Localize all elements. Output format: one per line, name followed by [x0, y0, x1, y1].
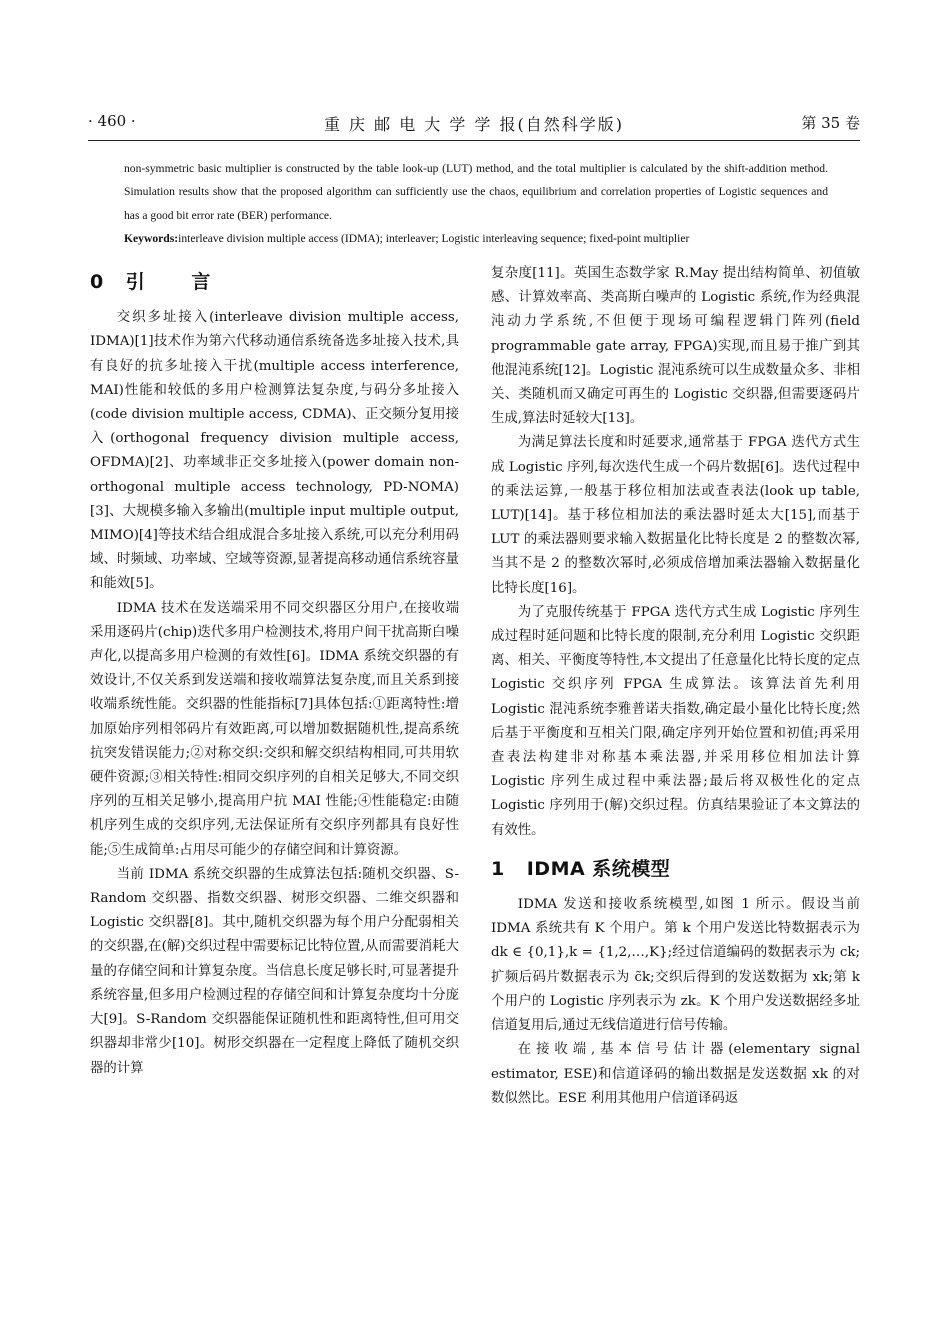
model-paragraph-2: 在接收端,基本信号估计器(elementary signal estimator, ESE)和信道译码的输出数据是发送数据 xk 的对数似然比。ESE 利用其他用户信道译码返 [491, 1042, 860, 1106]
intro-paragraph-3-continued: 复杂度[11]。英国生态数学家 R.May 提出结构简单、初值敏感、计算效率高、类高斯白噪声的 Logistic 系统,作为经典混沌动力学系统,不但便于现场可编程逻辑门阵列(field programmable gate array, FPGA)实现,而且易于推广到其他混沌系统[12]。Logistic 混沌系统可以生成数量众多、非相关、类随机而又确定可再生的 Logistic 交织器,但需要逐码片生成,算法时延较大[13]。 [491, 266, 860, 427]
intro-paragraph-1: 交织多址接入(interleave division multiple access, IDMA)[1]技术作为第六代移动通信系统备选多址接入技术,具有良好的抗多址接入干扰(multiple access interference, MAI)性能和较低的多用户检测算法复杂度,与码分多址接入(code division multiple access, CDMA)、正交频分复用接入(orthogonal frequency division multiple access, OFDMA)[2]、功率域非正交多址接入(power domain non-orthogonal multiple access technology, PD-NOMA)[3]、大规模多输入多输出(multiple input multiple output, MIMO)[4]等技术结合组成混合多址接入系统,可以充分利用码域、时频域、功率域、空域等资源,显著提高移动通信系统容量和能效[5]。 [90, 310, 459, 592]
section-0-heading [90, 270, 459, 294]
volume-label: 第 35 卷 [801, 114, 860, 132]
section-1-number: 1 [491, 857, 505, 880]
intro-paragraph-2: IDMA 技术在发送端采用不同交织器区分用户,在接收端采用逐码片(chip)迭代多用户检测技术,将用户间干扰高斯白噪声化,以提高多用户检测的有效性[6]。IDMA 系统交织器的有效设计,不仅关系到发送端和接收端算法复杂度,而且关系到接收端系统性能。交织器的性能指标[7]具体包括:①距离特性:增加原始序列相邻码片有效距离,可以增加数据随机性,提高系统抗突发错误能力;②对称交织:交织和解交织结构相同,可共用软硬件资源;③相关特性:相同交织序列的自相关足够大,不同交织序列的互相关足够小,提高用户抗 MAI 性能;④性能稳定:由随机序列生成的交织序列,无法保证所有交织序列都具有良好性能;⑤生成简单:占用尽可能少的存储空间和计算资源。 [90, 600, 459, 858]
intro-paragraph-5: 为了克服传统基于 FPGA 迭代方式生成 Logistic 序列生成过程时延问题和比特长度的限制,充分利用 Logistic 交织距离、相关、平衡度等特性,本文提出了任意量化比特长度的定点 Logistic 交织序列 FPGA 生成算法。该算法首先利用 Logistic 混沌系统李雅普诺夫指数,确定最小量化比特长度;然后基于平衡度和互相关门限,确定序列开始位置和初值;再采用查表法构建非对称基本乘法器,并采用移位相加法计算 Logistic 序列生成过程中乘法器;最后将双极性化的定点 Logistic 序列用于(解)交织过程。仿真结果验证了本文算法的有效性。 [491, 604, 860, 838]
keywords-label: Keywords: [124, 232, 179, 246]
left-column [90, 262, 459, 1081]
keywords-text: interleave division multiple access (IDMA); interleaver; Logistic interleaving sequence; fixed-point multiplier [178, 232, 690, 246]
section-1-title: IDMA 系统模型 [526, 857, 671, 880]
page-header [88, 112, 860, 138]
header-rule [88, 140, 860, 141]
keywords-line [124, 227, 828, 250]
right-column [491, 262, 860, 1111]
abstract-text: non-symmetric basic multiplier is constructed by the table look-up (LUT) method, and the total multiplier is calculated by the shift-addition method. Simulation results show that the proposed algorithm can sufficiently use the chaos, equilibrium and correlation properties of Logistic sequences and has a good bit error rate (BER) performance. [124, 162, 828, 222]
model-paragraph-1: IDMA 发送和接收系统模型,如图 1 所示。假设当前 IDMA 系统共有 K 个用户。第 k 个用户发送比特数据表示为 dk ∈ {0,1},k = {1,2,…,K};经过信道编码的数据表示为 ck;扩频后码片数据表示为 c̃k;交织后得到的发送数据为 xk;第 k 个用户的 Logistic 序列表示为 zk。K 个用户发送数据经多址信道复用后,通过无线信道进行信号传输。 [491, 897, 860, 1034]
page-number: · 460 · [88, 112, 136, 130]
intro-paragraph-3: 当前 IDMA 系统交织器的生成算法包括:随机交织器、S-Random 交织器、指数交织器、树形交织器、二维交织器和 Logistic 交织器[8]。其中,随机交织器为每个用户分配弱相关的交织器,在(解)交织过程中需要标记比特位置,从而需要消耗大量的存储空间和计算复杂度。当信息长度足够长时,可显著提升系统容量,但多用户检测过程的存储空间和计算复杂度均十分庞大[9]。S-Random 交织器能保证随机性和距离特性,但可用交织器却非常少[10]。树形交织器在一定程度上降低了随机交织器的计算 [90, 866, 459, 1076]
section-1-heading [491, 857, 860, 881]
journal-title: 重 庆 邮 电 大 学 学 报(自然科学版) [323, 115, 625, 134]
section-0-number: 0 [90, 271, 104, 293]
intro-paragraph-4: 为满足算法长度和时延要求,通常基于 FPGA 迭代方式生成 Logistic 序列,每次迭代生成一个码片数据[6]。迭代过程中的乘法运算,一般基于移位相加法或查表法(look up table, LUT)[14]。基于移位相加法的乘法器时延太大[15],而基于 LUT 的乘法器则要求输入数据量化比特长度是 2 的整数次幂,当其不是 2 的整数次幂时,必须成倍增加乘法器输入数据量化比特长度[16]。 [491, 435, 860, 596]
section-0-title: 引 言 [125, 271, 231, 293]
abstract-block [124, 157, 828, 251]
